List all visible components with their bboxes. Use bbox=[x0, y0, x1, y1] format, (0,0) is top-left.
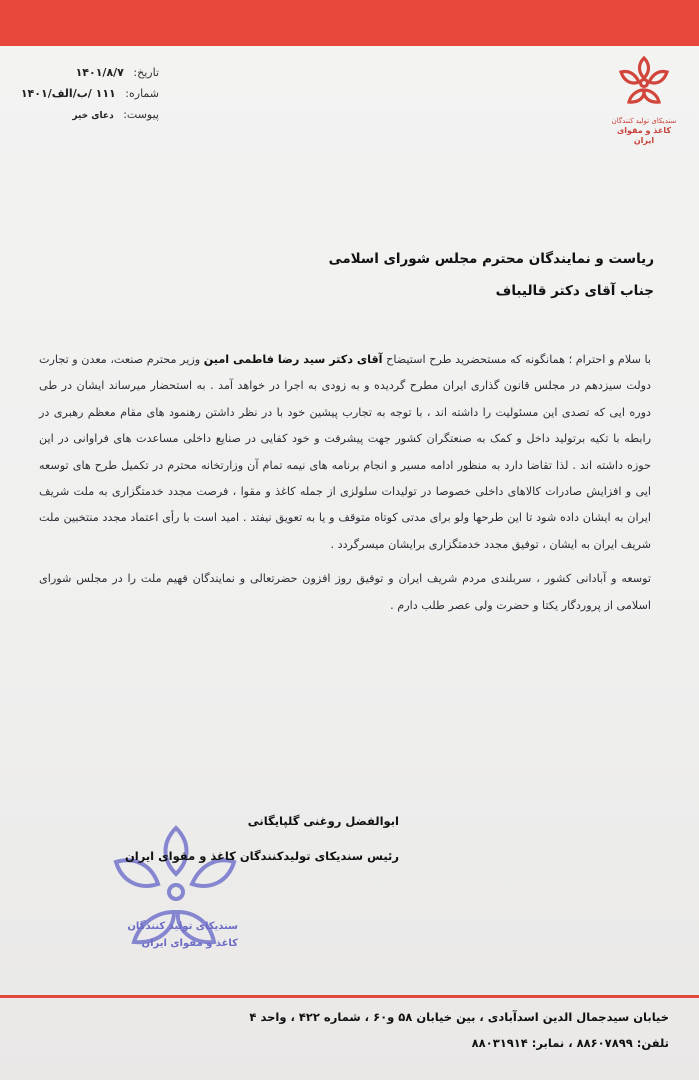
attachment-row bbox=[0, 104, 159, 127]
logo-caption-line1: سندیکای تولید کنندگان bbox=[611, 117, 677, 125]
footer-phone: تلفن: ۸۸۶۰۷۸۹۹ ، نمابر: ۸۸۰۳۱۹۱۴ bbox=[471, 1036, 669, 1050]
body-p1-part-b: وزیر محترم صنعت، معدن و تجارت دولت سیزدهم در مجلس قانون گذاری ایران مطرح گردیده و به زودی به اجرا در خواهد آمد . به استحضار میرساند ایشان در طی دوره ایی که تصدی این مسئولیت را داشته اند ، با توجه به تجارب پیشین خود با در نظر داشتن رهنمود های مقام معظم رهبری در رابطه با تکیه برتولید داخل و کمک به صنعتگران کشور جهت پیشرفت و خود کفایی در صنایع داخلی مساعدت های فراوانی در این حوزه داشته اند . لذا تقاضا دارد به منظور ادامه مسیر و انجام برنامه های نیمه تمام آن وزارتخانه محترم در تکمیل طرح های توسعه ایی و افزایش صادرات کالاهای داخلی خصوصا در تولیدات سلولزی از جمله کاغذ و مقوا ، فرصت مجدد خدمتگزاری به ملت شریف ایران به ایشان داده شود تا این طرحها ولو برای مدتی کوتاه متوقف و یا به تعویق نیفتد . امید است با رأی اعتماد مجدد منتخبین ملت شریف ایران به ایشان ، توفیق مجدد خدمتگزاری برایشان میسرگردد . bbox=[39, 353, 651, 551]
letter-meta bbox=[0, 62, 159, 127]
signatory-title: رئیس سندیکای تولیدکنندگان کاغذ و مقوای ایران bbox=[124, 849, 399, 863]
number-value: ۱۱۱ /ب/الف/۱۴۰۱ bbox=[20, 87, 116, 100]
date-value: ۱۴۰۱/۸/۷ bbox=[75, 66, 124, 79]
letterhead-logo bbox=[608, 52, 680, 146]
recipient-line2: جناب آقای دکتر قالیباف bbox=[495, 283, 654, 299]
body-paragraph-2: توسعه و آبادانی کشور ، سربلندی مردم شریف ایران و توفیق روز افزون حضرتعالی و نمایندگان فهیم ملت را در مجلس شورای اسلامی از پروردگار یکتا و حضرت ولی عصر طلب دارم . bbox=[39, 572, 651, 612]
stamp-caption bbox=[98, 918, 238, 952]
recipient-line1: ریاست و نمایندگان محترم مجلس شورای اسلامی bbox=[328, 251, 654, 267]
stamp-caption-line1: سندیکای تولید کنندگان bbox=[127, 921, 238, 932]
letterhead-red-band bbox=[0, 0, 699, 46]
body-p1-part-a: با سلام و احترام ؛ همانگونه که مستحضرید طرح استیضاح bbox=[382, 353, 652, 366]
stamp-caption-line2: کاغذ و مقوای ایران bbox=[141, 938, 238, 949]
number-row bbox=[0, 83, 159, 104]
attachment-value: دعای خیر bbox=[72, 111, 114, 121]
signature-block bbox=[99, 804, 399, 874]
number-label: شماره: bbox=[125, 87, 159, 100]
footer-address: خیابان سیدجمال الدین اسدآبادی ، بین خیابان ۵۸ و۶۰ ، شماره ۴۲۲ ، واحد ۴ bbox=[249, 1010, 669, 1024]
logo-caption-line2: کاغذ و مقوای ایران bbox=[616, 126, 672, 145]
recipient-block bbox=[94, 243, 654, 307]
minister-name: آقای دکتر سید رضا فاطمی امین bbox=[203, 353, 383, 366]
footer-divider bbox=[0, 995, 699, 998]
date-row bbox=[0, 62, 159, 83]
organization-emblem-icon bbox=[613, 52, 675, 114]
date-label: تاریخ: bbox=[133, 66, 159, 79]
logo-caption bbox=[608, 116, 680, 146]
letter-footer bbox=[9, 1004, 669, 1056]
attachment-label: پیوست: bbox=[123, 108, 159, 121]
letter-body bbox=[39, 347, 651, 619]
signatory-name: ابوالفضل روغنی گلپایگانی bbox=[247, 814, 399, 828]
body-paragraph-1 bbox=[39, 347, 651, 558]
